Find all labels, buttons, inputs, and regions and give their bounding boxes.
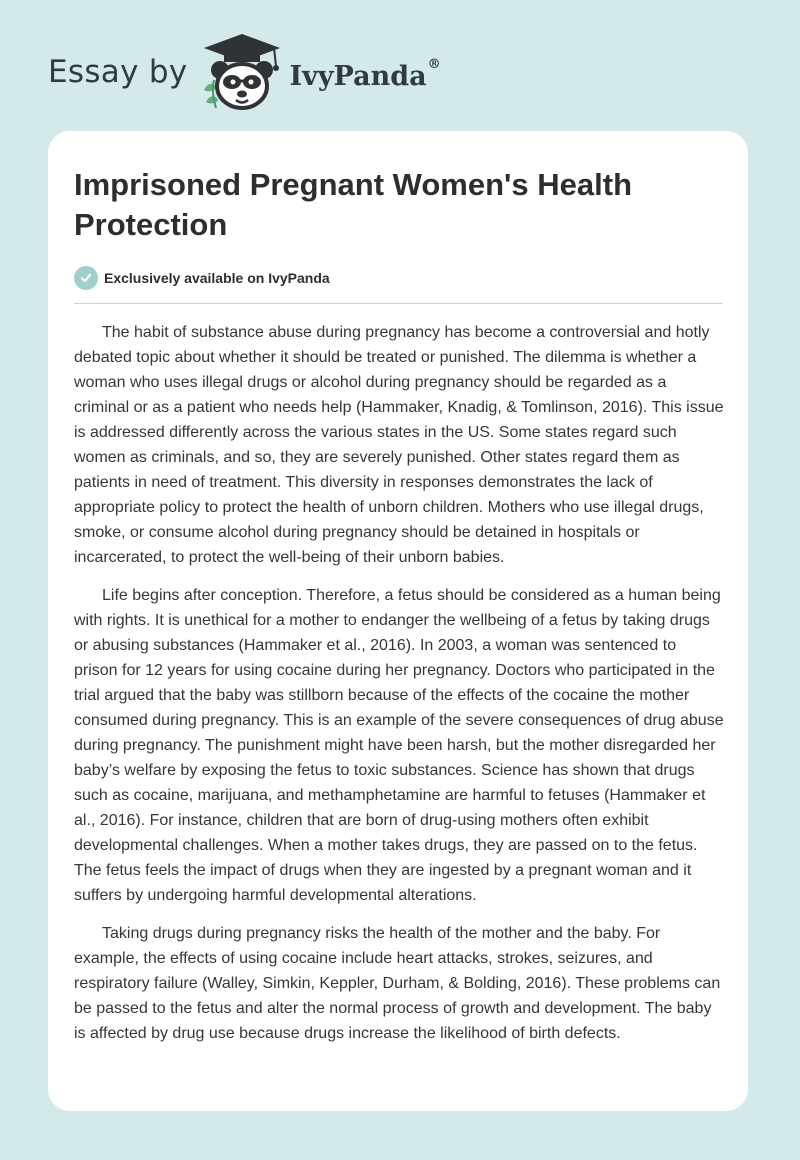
brand-text: IvyPanda	[289, 60, 427, 92]
essay-card	[48, 131, 748, 1111]
brand-name	[289, 56, 441, 92]
site-header	[48, 32, 441, 112]
registered-mark: ®	[427, 56, 441, 72]
divider	[74, 303, 723, 304]
essay-body	[74, 320, 724, 1046]
check-icon	[74, 266, 98, 290]
panda-logo-icon	[200, 32, 284, 112]
essay-title: Imprisoned Pregnant Women's Health Protection	[74, 167, 632, 242]
paragraph: Life begins after conception. Therefore, a fetus should be considered as a human being with rights. It is unethical for a mother to endanger the wellbeing of a fetus by taking drugs or abusing substances (Hammaker et al., 2016). In 2003, a woman was sentenced to prison for 12 years for using cocaine during her pregnancy. Doctors who participated in the trial argued that the baby was stillborn because of the effects of the cocaine the mother consumed during pregnancy. This is an example of the severe consequences of drug abuse during pregnancy. The punishment might have been harsh, but the mother disregarded her baby’s welfare by exposing the fetus to toxic substances. Science has shown that drugs such as cocaine, marijuana, and methamphetamine are harmful to fetuses (Hammaker et al., 2016). For instance, children that are born of drug-using mothers often exhibit developmental challenges. When a mother takes drugs, they are passed on to the fetus. The fetus feels the impact of drugs when they are ingested by a pregnant woman and it suffers by undergoing harmful developmental alterations.	[74, 587, 724, 904]
exclusive-badge	[74, 265, 722, 291]
paragraph: The habit of substance abuse during pregnancy has become a controversial and hotly debated topic about whether it should be treated or punished. The dilemma is whether a woman who uses illegal drugs or alcohol during pregnancy should be regarded as a criminal or as a patient who needs help (Hammaker, Knadig, & Tomlinson, 2016). This issue is addressed differently across the various states in the US. Some states regard such women as criminals, and so, they are severely punished. Other states regard them as patients in need of treatment. This diversity in responses demonstrates the lack of appropriate policy to protect the health of unborn children. Mothers who use illegal drugs, smoke, or consume alcohol during pregnancy should be detained in hospitals or incarcerated, to protect the well-being of their unborn babies.	[74, 324, 724, 566]
essay-by-label: Essay by	[48, 54, 188, 90]
paragraph: Taking drugs during pregnancy risks the health of the mother and the baby. For example, the effects of using cocaine include heart attacks, strokes, seizures, and respiratory failure (Walley, Simkin, Keppler, Durham, & Bolding, 2016). These problems can be passed to the fetus and alter the normal process of growth and development. The baby is affected by drug use because drugs increase the likelihood of birth defects.	[74, 925, 721, 1042]
exclusive-label: Exclusively available on IvyPanda	[104, 270, 330, 286]
